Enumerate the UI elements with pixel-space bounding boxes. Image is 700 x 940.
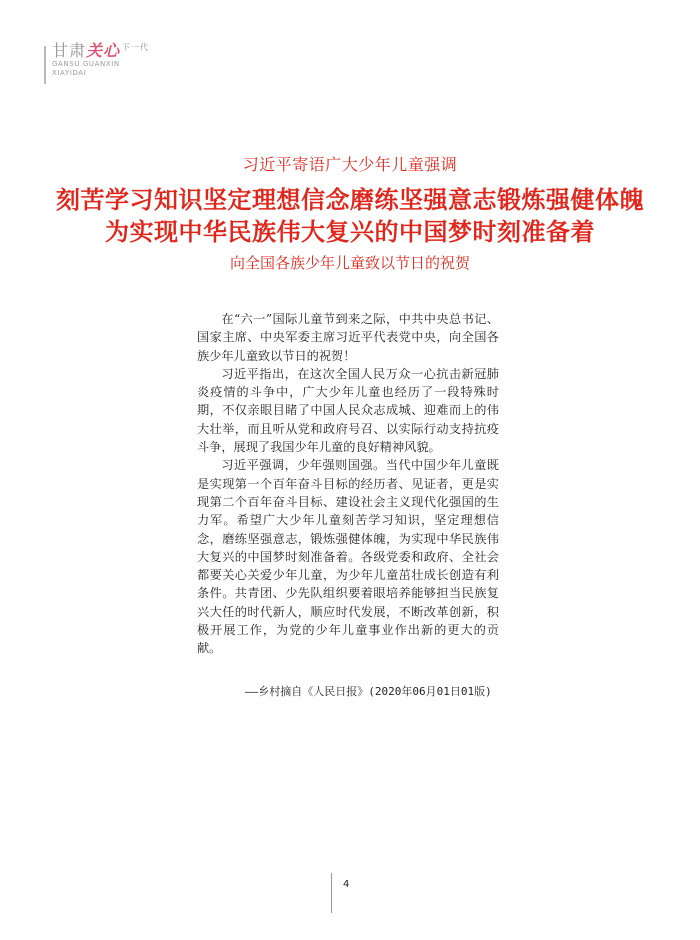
logo-english [52, 60, 120, 78]
paragraph-3: 习近平强调，少年强则国强。当代中国少年儿童既是实现第一个百年奋斗目标的经历者、见证者，更是实现第二个百年奋斗目标、建设社会主义现代化强国的生力军。希望广大少年儿童刻苦学习知识，坚定理想信念，磨练坚强意志，锻炼强健体魄，为实现中华民族伟大复兴的中国梦时刻准备着。各级党委和政府、全社会都要关心关爱少年儿童，为少年儿童茁壮成长创造有利条件。共青团、少先队组织要着眼培养能够担当民族复兴大任的时代新人，顺应时代发展，不断改革创新，积极开展工作，为党的少年儿童事业作出新的更大的贡献。 [197, 458, 499, 656]
logo-en-line-2: XIAYIDAI [52, 69, 87, 77]
logo-en-line-1: GANSU GUANXIN [52, 60, 120, 68]
article-source: ——乡村摘自《人民日报》(2020年06月01日01版) [245, 685, 492, 698]
logo-wordmark [52, 38, 149, 61]
footer-divider [331, 873, 332, 913]
logo-accent-text: 关心 [86, 41, 121, 60]
headline-line-1: 刻苦学习知识坚定理想信念磨练坚强意志锻炼强健体魄 [56, 185, 644, 214]
page-number: 4 [343, 879, 350, 890]
article-subtitle: 向全国各族少年儿童致以节日的祝贺 [229, 254, 470, 272]
article-body [197, 310, 499, 658]
logo-main-text: 甘肃 [52, 41, 87, 60]
logo-tail-text: 下一代 [122, 43, 150, 52]
headline-line-2: 为实现中华民族伟大复兴的中国梦时刻准备着 [105, 217, 595, 246]
paragraph-2: 习近平指出，在这次全国人民万众一心抗击新冠肺炎疫情的斗争中，广大少年儿童也经历了一段特殊时期，不仅亲眼目睹了中国人民众志成城、迎难而上的伟大壮举，而且听从党和政府号召、以实际行动支持抗疫斗争，展现了我国少年儿童的良好精神风貌。 [197, 366, 499, 455]
paragraph-1: 在“六一”国际儿童节到来之际，中共中央总书记、国家主席、中央军委主席习近平代表党中央，向全国各族少年儿童致以节日的祝贺！ [197, 312, 499, 363]
article-kicker: 习近平寄语广大少年儿童强调 [242, 155, 458, 174]
logo-divider [44, 46, 46, 84]
